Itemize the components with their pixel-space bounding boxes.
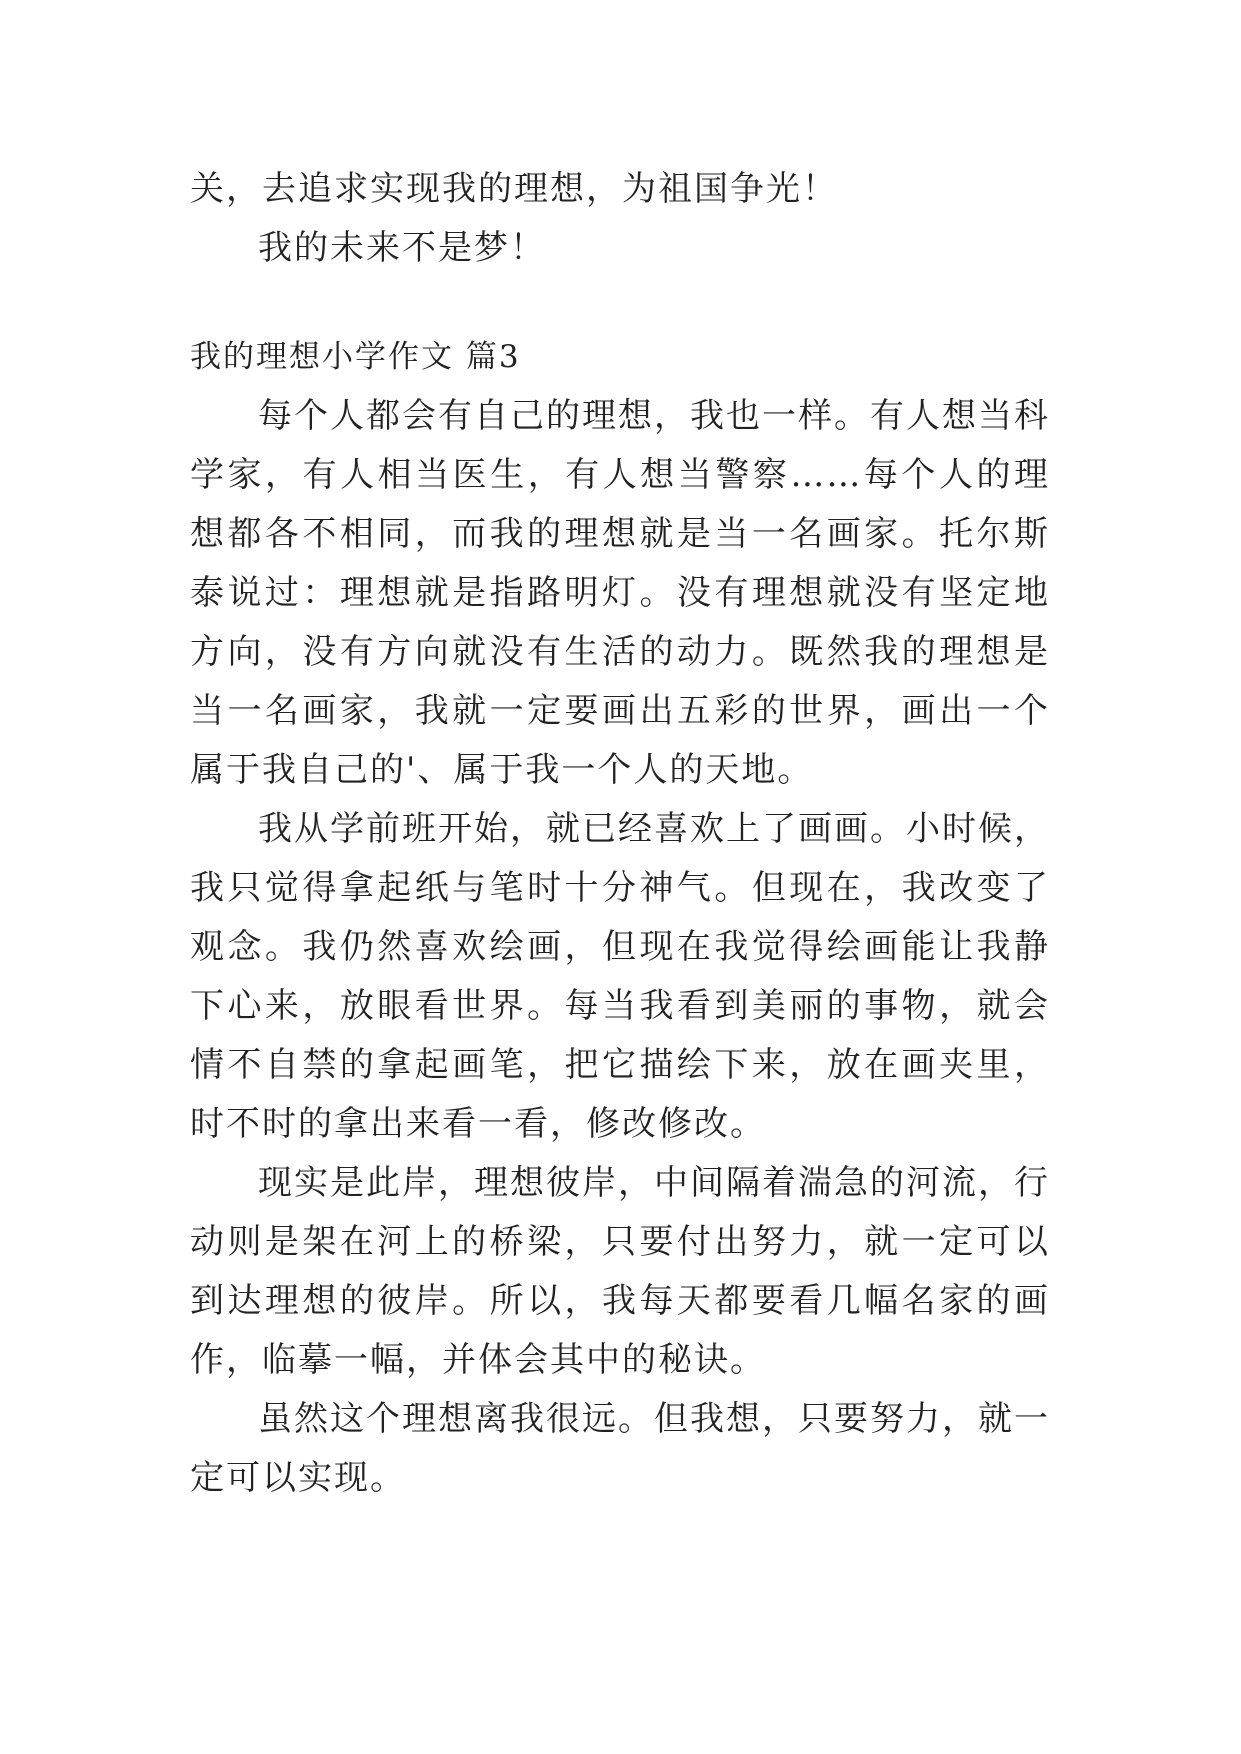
closing-sentence: 我的未来不是梦！ xyxy=(258,228,546,268)
document-body xyxy=(190,160,1050,1508)
continued-paragraph-line: 关，去追求实现我的理想，为祖国争光！ xyxy=(190,169,838,209)
section-title: 我的理想小学作文 篇3 xyxy=(190,339,521,375)
paragraph-4: 虽然这个理想离我很远。但我想，只要努力，就一定可以实现。 xyxy=(190,1399,1050,1498)
paragraph-3: 现实是此岸，理想彼岸，中间隔着湍急的河流，行动则是架在河上的桥梁，只要付出努力，就一定可以到达理想的彼岸。所以，我每天都要看几幅名家的画作，临摹一幅，并体会其中的秘诀。 xyxy=(190,1163,1050,1380)
paragraph-2: 我从学前班开始，就已经喜欢上了画画。小时候，我只觉得拿起纸与笔时十分神气。但现在，我改变了观念。我仍然喜欢绘画，但现在我觉得绘画能让我静下心来，放眼看世界。每当我看到美丽的事物，就会情不自禁的拿起画笔，把它描绘下来，放在画夹里，时不时的拿出来看一看，修改修改。 xyxy=(190,809,1050,1144)
section-spacer xyxy=(190,278,1050,328)
paragraph-1: 每个人都会有自己的理想，我也一样。有人想当科学家，有人相当医生，有人想当警察……每个人的理想都各不相同，而我的理想就是当一名画家。托尔斯泰说过：理想就是指路明灯。没有理想就没有坚定地方向，没有方向就没有生活的动力。既然我的理想是当一名画家，我就一定要画出五彩的世界，画出一个属于我自己的'、属于我一个人的天地。 xyxy=(190,396,1050,790)
